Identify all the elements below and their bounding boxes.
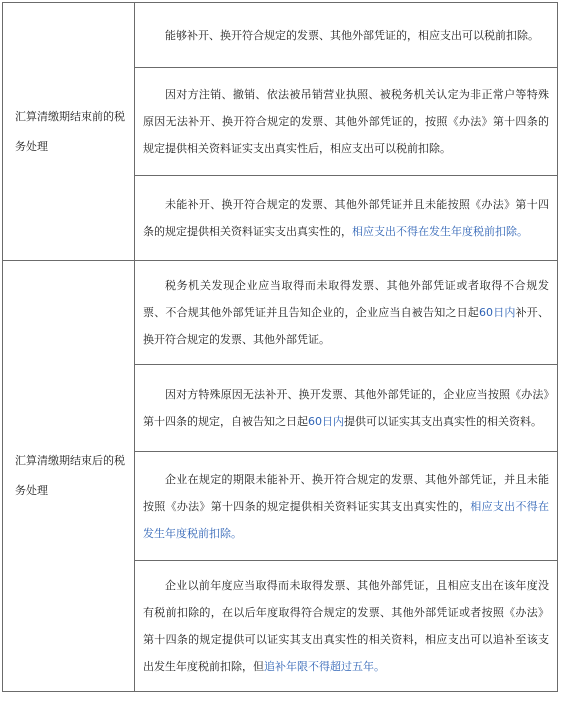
rule-text-main: 因对方注销、撤销、依法被吊销营业执照、被税务机关认定为非正常户等特殊原因无法补开、换开符合规定的发票、其他外部凭证的，按照《办法》第十四条的规定提供相关资料证实支出真实性后，相应支出可以税前扣除。 — [143, 88, 549, 155]
rule-cell — [135, 452, 558, 561]
rule-text — [143, 572, 549, 680]
stage-label-after-settlement — [3, 261, 135, 692]
rule-text — [143, 191, 549, 245]
rule-text-main: 未能补开、换开符合规定的发票、其他外部凭证并且未能按照《办法》第十四条的规定提供相关资料证实支出真实性的， — [143, 198, 549, 238]
rule-text — [143, 466, 549, 547]
rule-cell — [135, 261, 558, 365]
rule-text-main: 因对方特殊原因无法补开、换开发票、其他外部凭证的，企业应当按照《办法》第十四条的规定，自被告知之日起 — [143, 388, 549, 428]
rule-text-main: 能够补开、换开符合规定的发票、其他外部凭证的，相应支出可以税前扣除。 — [165, 28, 539, 42]
highlighted-conclusion: 相应支出不得在发生年度税前扣除。 — [352, 225, 528, 238]
rule-text — [143, 22, 549, 49]
highlighted-time-limit: 追补年限不得超过五年。 — [264, 660, 385, 673]
rule-text-tail: 补开、换开符合规定的发票、其他外部凭证。 — [143, 306, 550, 346]
rule-cell — [135, 561, 558, 692]
rule-cell — [135, 176, 558, 261]
stage-text: 汇算清缴期结束前的税务处理 — [15, 109, 125, 153]
rule-text-main: 企业在规定的期限未能补开、换开符合规定的发票、其他外部凭证，并且未能按照《办法》第十四条的规定提供相关资料证实其支出真实性的， — [143, 472, 549, 513]
rule-text-main: 企业以前年度应当取得而未取得发票、其他外部凭证，且相应支出在该年度没有税前扣除的，在以后年度取得符合规定的发票、其他外部凭证或者按照《办法》第十四条的规定提供可以证实其支出真实性的相关资料，相应支出可以追补至该支出发生年度税前扣除，但 — [143, 579, 549, 673]
rule-cell — [135, 365, 558, 452]
rule-text-main: 税务机关发现企业应当取得而未取得发票、其他外部凭证或者取得不合规发票、不合规其他外部凭证并且告知企业的，企业应当自被告知之日起 — [143, 279, 549, 319]
rule-text — [143, 272, 549, 353]
highlighted-deadline: 60日内 — [479, 306, 516, 319]
rule-text — [143, 381, 549, 435]
highlighted-conclusion: 相应支出不得在发生年度税前扣除。 — [143, 499, 550, 540]
rule-cell — [135, 3, 558, 68]
rule-cell — [135, 68, 558, 176]
rule-text-tail: 提供可以证实其支出真实性的相关资料。 — [344, 415, 542, 428]
highlighted-deadline: 60日内 — [308, 415, 344, 428]
table-row — [3, 3, 558, 68]
stage-text: 汇算清缴期结束后的税务处理 — [15, 454, 125, 497]
tax-treatment-table — [2, 2, 558, 692]
table-row — [3, 261, 558, 365]
rule-text — [143, 81, 549, 162]
stage-label-before-settlement — [3, 3, 135, 261]
